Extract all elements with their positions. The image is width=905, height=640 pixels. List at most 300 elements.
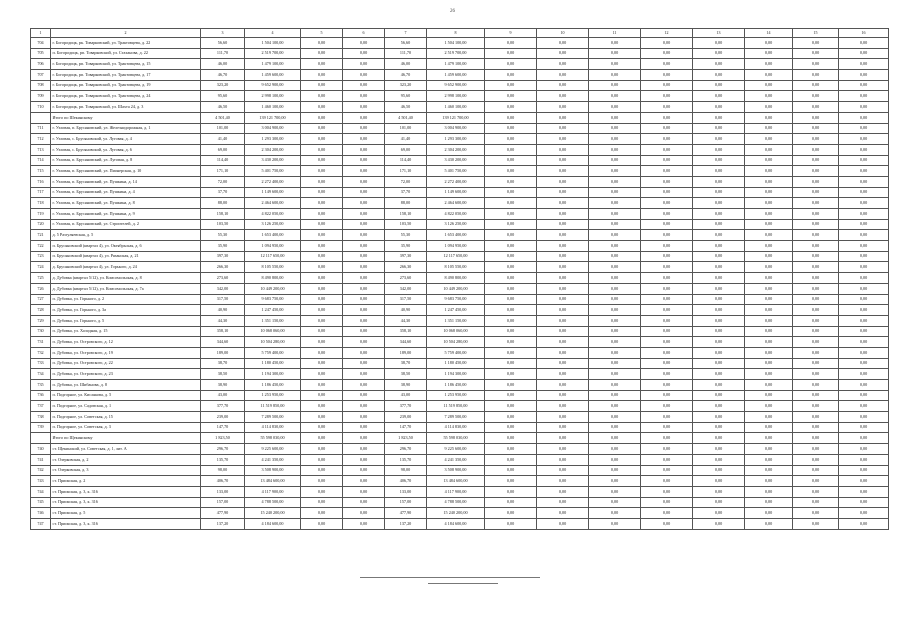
value-cell: 0,00 [485,518,537,529]
value-cell: 0,00 [839,241,889,252]
value-cell: 0,00 [693,187,745,198]
address-cell: п. Дубовка, ул. Горького, д. 3а [51,305,201,316]
value-cell: 0,00 [589,262,641,273]
value-cell: 0,00 [485,230,537,241]
value-cell: 1 094 950,00 [245,241,301,252]
value-cell: 0,00 [793,369,839,380]
value-cell: 0,00 [537,48,589,59]
value-cell: 0,00 [485,59,537,70]
value-cell: 3 004 900,00 [245,123,301,134]
value-cell: 88,00 [385,198,427,209]
value-cell: 8 105 550,00 [245,262,301,273]
value-cell: 4 114 830,00 [245,422,301,433]
value-cell: 5 759 400,00 [245,347,301,358]
row-number-cell: 717 [31,187,51,198]
address-cell: ст. Приокская, д. 3, к. 316 [51,518,201,529]
value-cell: 0,00 [301,422,343,433]
value-cell: 0,00 [589,380,641,391]
value-cell: 12 117 650,00 [245,251,301,262]
address-cell: п. Дубовка, ул. Горького, д. 2 [51,294,201,305]
column-number-header: 15 [793,29,839,38]
value-cell: 0,00 [301,70,343,81]
table-row [31,219,889,230]
value-cell: 0,00 [693,48,745,59]
value-cell: 0,00 [485,497,537,508]
address-cell: п. Брусяновский (квартал 4), ул. Октябрьская, д. 6 [51,241,201,252]
value-cell: 0,00 [793,48,839,59]
value-cell: 1 460 100,00 [427,102,485,113]
value-cell: 0,00 [793,315,839,326]
value-cell: 0,00 [301,166,343,177]
column-number-header: 9 [485,29,537,38]
value-cell: 0,00 [485,508,537,519]
value-cell: 8 490 800,00 [427,273,485,284]
table-row [31,38,889,49]
value-cell: 0,00 [693,518,745,529]
value-cell: 0,00 [641,401,693,412]
value-cell: 9 683 750,00 [245,294,301,305]
value-cell: 0,00 [301,48,343,59]
footer-rule-long [360,577,540,578]
value-cell: 0,00 [343,358,385,369]
value-cell: 0,00 [793,401,839,412]
value-cell: 137,20 [385,518,427,529]
value-cell: 0,00 [693,508,745,519]
value-cell: 55,30 [201,230,245,241]
row-number-cell: 741 [31,454,51,465]
value-cell: 0,00 [793,390,839,401]
value-cell: 0,00 [589,134,641,145]
value-cell: 0,00 [485,315,537,326]
value-cell: 4 822 050,00 [427,209,485,220]
value-cell: 0,00 [537,59,589,70]
value-cell: 0,00 [693,262,745,273]
row-number-cell: 720 [31,219,51,230]
value-cell: 0,00 [839,337,889,348]
address-cell: д. Дубовка (квартал 5/12), ул. Комсомольская, д. 7а [51,283,201,294]
value-cell: 1 653 400,00 [427,230,485,241]
value-cell: 139 121 700,00 [245,112,301,123]
address-cell: п. Подгорное, ул. Кислякова, д. 5 [51,390,201,401]
value-cell: 9 225 600,00 [427,444,485,455]
address-cell: Итого по Щекинскому [51,433,201,444]
value-cell: 0,00 [641,294,693,305]
table-row [31,369,889,380]
value-cell: 0,00 [589,251,641,262]
value-cell: 0,00 [793,123,839,134]
address-cell: г. Богородицк, рп. Товарковский, ул. Трактовцева, д. 24 [51,91,201,102]
value-cell: 0,00 [693,390,745,401]
value-cell: 0,00 [537,273,589,284]
value-cell: 0,00 [589,497,641,508]
value-cell: 358,10 [201,326,245,337]
value-cell: 0,00 [343,305,385,316]
address-cell: п. Подгорное, ул. Советская, д. 15 [51,412,201,423]
value-cell: 0,00 [485,209,537,220]
value-cell: 0,00 [485,251,537,262]
address-cell: ст. Приокская, д. 5 [51,508,201,519]
value-cell: 0,00 [745,80,793,91]
address-cell: г. Богородицк, рп. Товарковский, ул. Трактовцева, д. 17 [51,70,201,81]
value-cell: 0,00 [343,369,385,380]
value-cell: 0,00 [537,176,589,187]
value-cell: 0,00 [343,422,385,433]
value-cell: 0,00 [589,70,641,81]
value-cell: 1 823,50 [385,433,427,444]
value-cell: 0,00 [301,91,343,102]
table-row [31,390,889,401]
value-cell: 0,00 [589,155,641,166]
row-number-cell: 728 [31,305,51,316]
table-row [31,241,889,252]
table-row [31,187,889,198]
value-cell: 0,00 [343,112,385,123]
address-cell: г. Узловая, п. Брусяновский, ул. Пушкина, д. 14 [51,176,201,187]
value-cell: 0,00 [537,390,589,401]
table-row [31,465,889,476]
value-cell: 0,00 [537,347,589,358]
value-cell: 0,00 [745,380,793,391]
value-cell: 0,00 [641,91,693,102]
value-cell: 0,00 [485,144,537,155]
value-cell: 1 253 950,00 [427,390,485,401]
column-number-header: 6 [343,29,385,38]
value-cell: 147,70 [201,422,245,433]
value-cell: 0,00 [745,422,793,433]
value-cell: 0,00 [693,454,745,465]
value-cell: 0,00 [745,219,793,230]
value-cell: 1 459 600,00 [245,70,301,81]
table-row [31,166,889,177]
value-cell: 46,00 [201,59,245,70]
value-cell: 0,00 [301,369,343,380]
value-cell: 0,00 [537,283,589,294]
table-header [31,29,889,38]
value-cell: 157,00 [201,497,245,508]
value-cell: 273,60 [201,273,245,284]
row-number-cell: 739 [31,422,51,433]
value-cell: 0,00 [537,497,589,508]
value-cell: 0,00 [589,59,641,70]
value-cell: 0,00 [693,230,745,241]
row-number-cell: 746 [31,508,51,519]
row-number-cell: 716 [31,176,51,187]
value-cell: 4 241 350,00 [427,454,485,465]
value-cell: 0,00 [301,209,343,220]
value-cell: 40,90 [385,305,427,316]
value-cell: 0,00 [745,412,793,423]
table-row [31,412,889,423]
row-number-cell: 709 [31,91,51,102]
value-cell: 0,00 [839,123,889,134]
value-cell: 0,00 [641,155,693,166]
value-cell: 0,00 [343,433,385,444]
value-cell: 37,70 [201,187,245,198]
value-cell: 0,00 [301,326,343,337]
value-cell: 0,00 [301,315,343,326]
value-cell: 0,00 [589,144,641,155]
value-cell: 0,00 [301,518,343,529]
value-cell: 0,00 [343,273,385,284]
value-cell: 0,00 [537,337,589,348]
value-cell: 0,00 [745,166,793,177]
value-cell: 0,00 [589,412,641,423]
value-cell: 0,00 [793,476,839,487]
row-number-cell: 744 [31,486,51,497]
value-cell: 15 240 200,00 [245,508,301,519]
value-cell: 0,00 [343,70,385,81]
value-cell: 0,00 [589,48,641,59]
value-cell: 0,00 [693,444,745,455]
value-cell: 0,00 [641,102,693,113]
value-cell: 0,00 [745,433,793,444]
address-cell: п. Подгорное, ул. Садовская, д. 1 [51,401,201,412]
value-cell: 9 683 750,00 [427,294,485,305]
value-cell: 0,00 [693,465,745,476]
row-number-cell: 725 [31,273,51,284]
value-cell: 0,00 [745,230,793,241]
value-cell: 0,00 [343,401,385,412]
value-cell: 0,00 [537,134,589,145]
value-cell: 0,00 [839,305,889,316]
value-cell: 0,00 [537,444,589,455]
column-number-row [31,29,889,38]
table-row [31,380,889,391]
value-cell: 266,30 [201,262,245,273]
value-cell: 8 490 800,00 [245,273,301,284]
row-number-cell: 708 [31,80,51,91]
value-cell: 88,00 [201,198,245,209]
value-cell: 0,00 [301,241,343,252]
value-cell: 0,00 [589,337,641,348]
value-cell: 0,00 [839,219,889,230]
value-cell: 1 194 300,00 [427,369,485,380]
table-body [31,38,889,530]
value-cell: 0,00 [693,486,745,497]
value-cell: 0,00 [839,390,889,401]
value-cell: 0,00 [343,444,385,455]
value-cell: 0,00 [537,315,589,326]
value-cell: 0,00 [641,80,693,91]
value-cell: 0,00 [641,48,693,59]
value-cell: 101,00 [385,123,427,134]
value-cell: 41,40 [201,134,245,145]
table-row [31,358,889,369]
value-cell: 171,10 [201,166,245,177]
value-cell: 0,00 [343,262,385,273]
value-cell: 0,00 [693,38,745,49]
address-cell: п. Дубовка, ул. Островского, д. 22 [51,358,201,369]
value-cell: 0,00 [641,326,693,337]
value-cell: 0,00 [301,38,343,49]
value-cell: 0,00 [641,337,693,348]
value-cell: 0,00 [693,134,745,145]
value-cell: 0,00 [301,251,343,262]
value-cell: 0,00 [589,433,641,444]
row-number-cell: 742 [31,465,51,476]
value-cell: 147,70 [385,422,427,433]
value-cell: 5 759 400,00 [427,347,485,358]
value-cell: 0,00 [301,155,343,166]
value-cell: 0,00 [793,187,839,198]
value-cell: 4 117 900,00 [427,486,485,497]
value-cell: 0,00 [839,433,889,444]
value-cell: 0,00 [745,251,793,262]
value-cell: 406,70 [385,476,427,487]
value-cell: 0,00 [301,358,343,369]
value-cell: 323,20 [201,80,245,91]
row-number-cell: 737 [31,401,51,412]
value-cell: 0,00 [537,70,589,81]
value-cell: 46,50 [385,102,427,113]
value-cell: 103,50 [385,219,427,230]
value-cell: 98,00 [385,465,427,476]
row-number-cell: 729 [31,315,51,326]
value-cell: 0,00 [793,508,839,519]
value-cell: 0,00 [343,486,385,497]
value-cell: 0,00 [839,59,889,70]
subtotal-row [31,112,889,123]
value-cell: 10 504 280,00 [245,337,301,348]
value-cell: 95,60 [385,91,427,102]
subtotal-row [31,433,889,444]
value-cell: 0,00 [589,219,641,230]
row-number-cell: 735 [31,380,51,391]
value-cell: 0,00 [693,412,745,423]
value-cell: 0,00 [745,155,793,166]
table-row [31,251,889,262]
value-cell: 0,00 [839,230,889,241]
value-cell: 0,00 [839,102,889,113]
value-cell: 0,00 [589,80,641,91]
value-cell: 0,00 [839,465,889,476]
value-cell: 0,00 [839,273,889,284]
value-cell: 239,00 [201,412,245,423]
value-cell: 10 449 200,00 [245,283,301,294]
value-cell: 0,00 [343,144,385,155]
value-cell: 0,00 [343,380,385,391]
value-cell: 0,00 [537,91,589,102]
value-cell: 0,00 [485,465,537,476]
value-cell: 0,00 [485,112,537,123]
value-cell: 0,00 [793,155,839,166]
value-cell: 56,60 [201,38,245,49]
value-cell: 1 247 450,00 [427,305,485,316]
value-cell: 2 464 600,00 [427,198,485,209]
value-cell: 0,00 [589,294,641,305]
value-cell: 0,00 [343,80,385,91]
value-cell: 0,00 [693,315,745,326]
value-cell: 1 186 450,00 [245,380,301,391]
value-cell: 0,00 [589,283,641,294]
value-cell: 0,00 [793,38,839,49]
row-number-cell: 736 [31,390,51,401]
row-number-cell: 721 [31,230,51,241]
value-cell: 0,00 [641,251,693,262]
value-cell: 0,00 [641,38,693,49]
table-row [31,59,889,70]
value-cell: 0,00 [641,262,693,273]
value-cell: 56,60 [385,38,427,49]
value-cell: 9 225 600,00 [245,444,301,455]
value-cell: 0,00 [641,144,693,155]
value-cell: 2 304 200,00 [245,144,301,155]
value-cell: 1 180 450,00 [427,358,485,369]
value-cell: 0,00 [793,433,839,444]
row-number-cell: 712 [31,134,51,145]
value-cell: 0,00 [839,144,889,155]
value-cell: 13 484 600,00 [427,476,485,487]
value-cell: 0,00 [693,176,745,187]
value-cell: 0,00 [343,123,385,134]
value-cell: 0,00 [641,59,693,70]
value-cell: 2 304 200,00 [427,144,485,155]
table-row [31,454,889,465]
value-cell: 0,00 [839,166,889,177]
value-cell: 0,00 [537,166,589,177]
value-cell: 0,00 [343,347,385,358]
value-cell: 0,00 [537,508,589,519]
value-cell: 4 788 500,00 [427,497,485,508]
value-cell: 0,00 [839,70,889,81]
row-number-cell: 734 [31,369,51,380]
value-cell: 0,00 [641,198,693,209]
value-cell: 0,00 [839,508,889,519]
value-cell: 0,00 [641,283,693,294]
value-cell: 38,90 [385,380,427,391]
value-cell: 0,00 [301,347,343,358]
value-cell: 3 508 900,00 [245,465,301,476]
value-cell: 0,00 [793,273,839,284]
value-cell: 0,00 [641,486,693,497]
value-cell: 103,50 [201,219,245,230]
value-cell: 12 117 650,00 [427,251,485,262]
value-cell: 0,00 [641,123,693,134]
row-number-cell [31,433,51,444]
value-cell: 0,00 [693,102,745,113]
value-cell: 0,00 [301,80,343,91]
value-cell: 0,00 [745,518,793,529]
value-cell: 0,00 [693,433,745,444]
value-cell: 0,00 [301,59,343,70]
column-number-header: 11 [589,29,641,38]
value-cell: 0,00 [641,412,693,423]
table-row [31,518,889,529]
value-cell: 0,00 [839,358,889,369]
value-cell: 0,00 [793,305,839,316]
value-cell: 0,00 [485,486,537,497]
value-cell: 0,00 [589,454,641,465]
value-cell: 358,10 [385,326,427,337]
value-cell: 342,00 [201,283,245,294]
value-cell: 0,00 [537,112,589,123]
value-cell: 0,00 [301,486,343,497]
value-cell: 95,60 [201,91,245,102]
address-cell: г. Узловая, п. Брусяновский, ул. Пушкина, д. 4 [51,187,201,198]
row-number-cell: 731 [31,337,51,348]
table-row [31,70,889,81]
value-cell: 0,00 [641,347,693,358]
value-cell: 0,00 [693,198,745,209]
address-cell: ст. Приокская, д. 2 [51,476,201,487]
value-cell: 0,00 [537,465,589,476]
address-cell: п. Дубовка, ул. Островского, д. 12 [51,337,201,348]
value-cell: 69,00 [201,144,245,155]
value-cell: 46,00 [385,59,427,70]
value-cell: 0,00 [793,209,839,220]
address-cell: ст. Озерковская, д. 2 [51,454,201,465]
value-cell: 0,00 [745,144,793,155]
